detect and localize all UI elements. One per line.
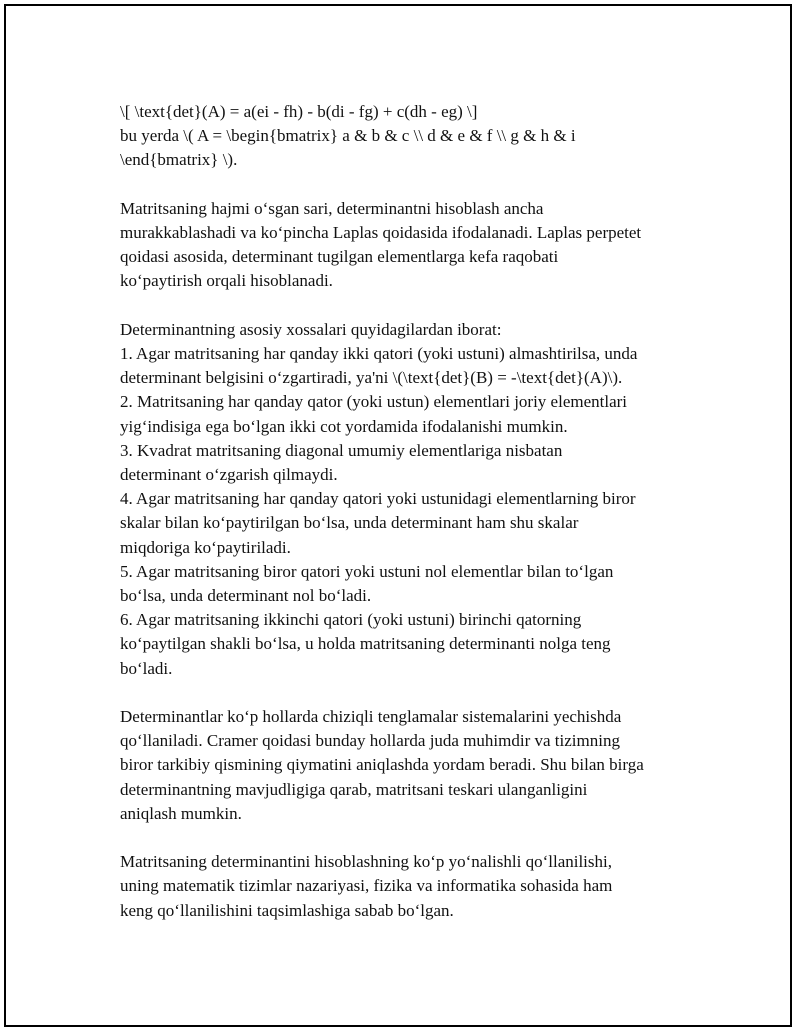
text-line: \end{bmatrix} \). [120, 150, 238, 170]
text-line: \[ \text{det}(A) = a(ei - fh) - b(di - fg) + c(dh - eg) \] [120, 102, 478, 121]
text-line: 3. Kvadrat matritsaning diagonal umumiy elementlariga nisbatan [120, 440, 563, 460]
page-frame [4, 4, 792, 1027]
text-line: bu yerda \( A = \begin{bmatrix} a & b & c \\ d & e & f \\ g & h & i [120, 126, 576, 146]
text-line: Matritsaning determinantini hisoblashning ko‘p yo‘nalishli qo‘llanilishi, [120, 852, 612, 872]
text-line: determinantning mavjudligiga qarab, matritsani teskari ulanganligini [120, 779, 588, 799]
text-line: determinant o‘zgarish qilmaydi. [120, 465, 338, 485]
formula-paragraph [120, 100, 720, 173]
text-line: bo‘ladi. [120, 658, 173, 678]
text-line: ko‘paytirish orqali hisoblanadi. [120, 271, 333, 291]
laplace-paragraph [120, 197, 720, 294]
text-line: 2. Matritsaning har qanday qator (yoki ustun) elementlari joriy elementlari [120, 392, 628, 412]
cramer-paragraph [120, 705, 720, 826]
text-line: qo‘llaniladi. Cramer qoidasi bunday hollarda juda muhimdir va tizimning [120, 731, 620, 751]
text-line: miqdoriga ko‘paytiriladi. [120, 537, 291, 557]
text-line: biror tarkibiy qismining qiymatini aniqlashda yordam beradi. Shu bilan birga [120, 755, 644, 775]
conclusion-paragraph [120, 850, 720, 923]
text-line: ko‘paytilgan shakli bo‘lsa, u holda matritsaning determinanti nolga teng [120, 634, 611, 654]
text-line: bo‘lsa, unda determinant nol bo‘ladi. [120, 586, 372, 606]
document-body [120, 100, 720, 947]
text-line: murakkablashadi va ko‘pincha Laplas qoidasida ifodalanadi. Laplas perpetet [120, 223, 642, 242]
text-line: aniqlash mumkin. [120, 803, 242, 823]
text-line: Matritsaning hajmi o‘sgan sari, determinantni hisoblash ancha [120, 198, 544, 218]
text-line: determinant belgisini o‘zgartiradi, ya'ni \(\text{det}(B) = -\text{det}(A)\). [120, 368, 623, 388]
text-line: 6. Agar matritsaning ikkinchi qatori (yoki ustuni) birinchi qatorning [120, 610, 582, 630]
text-line: skalar bilan ko‘paytirilgan bo‘lsa, unda determinant ham shu skalar [120, 513, 579, 533]
text-line: keng qo‘llanilishini taqsimlashiga sabab bo‘lgan. [120, 900, 454, 920]
text-line: uning matematik tizimlar nazariyasi, fizika va informatika sohasida ham [120, 876, 613, 896]
text-line: qoidasi asosida, determinant tugilgan elementlarga kefa raqobati [120, 247, 559, 267]
text-line: Determinantlar ko‘p hollarda chiziqli tenglamalar sistemalarini yechishda [120, 707, 622, 727]
text-line: 1. Agar matritsaning har qanday ikki qatori (yoki ustuni) almashtirilsa, unda [120, 344, 638, 363]
text-line: Determinantning asosiy xossalari quyidagilardan iborat: [120, 319, 502, 339]
text-line: 4. Agar matritsaning har qanday qatori yoki ustunidagi elementlarning biror [120, 489, 636, 509]
text-line: 5. Agar matritsaning biror qatori yoki ustuni nol elementlar bilan to‘lgan [120, 561, 614, 581]
text-line: yig‘indisiga ega bo‘lgan ikki cot yordamida ifodalanishi mumkin. [120, 416, 568, 436]
properties-paragraph [120, 318, 720, 681]
